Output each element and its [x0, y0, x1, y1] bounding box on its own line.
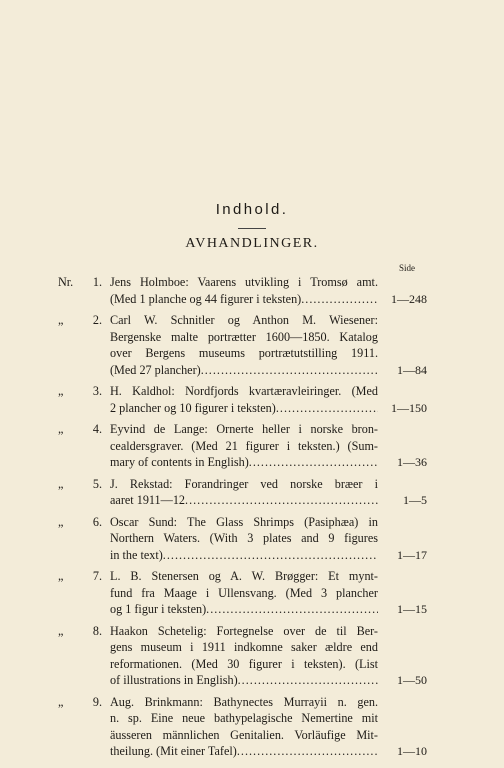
dot-leader	[238, 672, 378, 689]
entry-line	[110, 743, 378, 760]
entry-line-text: 2 plancher og 10 figurer i teksten)	[110, 400, 276, 415]
entry-line-text: in the text)	[110, 547, 163, 562]
dot-leader	[237, 743, 378, 760]
entry-line	[110, 362, 378, 379]
entry-line	[110, 400, 378, 417]
entry-line-text: (Med 27 plancher)	[110, 362, 201, 377]
entry-pages: 1—50	[397, 673, 427, 687]
entry-number: 5.	[92, 476, 102, 491]
entry-number: 1.	[92, 275, 102, 289]
entry-line: n. sp. Eine neue bathypelagische Nemertine mit	[110, 711, 378, 725]
page-column-label: Side	[399, 263, 416, 273]
entry-line: fund fra Maage i Ullensvang. (Med 3 plancher	[110, 585, 378, 600]
entry-pages: 1—150	[391, 400, 427, 415]
entry-prefix: „	[58, 384, 64, 398]
entry-prefix: „	[58, 694, 64, 709]
entry-line: Haakon Schetelig: Fortegnelse over de til Ber-	[110, 623, 378, 638]
entry-line: Northern Waters. (With 3 plates and 9 figures	[110, 531, 378, 545]
dot-leader	[206, 601, 378, 618]
toc-entry	[0, 694, 504, 760]
toc-entry	[0, 312, 504, 378]
entry-line-text: of illustrations in English)	[110, 673, 238, 687]
entry-number: 9.	[92, 694, 102, 709]
entry-line: J. Rekstad: Forandringer ved norske bræer i	[110, 476, 378, 491]
toc-entry	[0, 421, 504, 471]
entry-line-text: mary of contents in English)	[110, 455, 249, 469]
entry-prefix: „	[58, 514, 64, 529]
toc-entry	[0, 383, 504, 416]
entry-pages: 1—248	[391, 291, 427, 306]
entry-line: Oscar Sund: The Glass Shrimps (Pasiphæa) in	[110, 514, 378, 529]
entry-pages: 1—15	[397, 602, 427, 616]
entry-line: cealdersgraver. (Med 21 figurer i teksten.) (Sum-	[110, 438, 378, 453]
toc-entry	[0, 274, 504, 307]
entry-number: 4.	[92, 422, 102, 436]
entry-prefix: „	[58, 476, 64, 491]
dot-leader	[163, 547, 378, 564]
entry-pages: 1—5	[403, 493, 427, 507]
entry-pages: 1—36	[397, 455, 427, 469]
entry-line: Eyvind de Lange: Ornerte heller i norske bron-	[110, 422, 378, 436]
table-of-contents	[0, 274, 504, 765]
entry-line: äusseren männlichen Genitalien. Vorläufige Mit-	[110, 727, 378, 742]
dot-leader	[249, 454, 378, 471]
page-title: Indhold.	[215, 201, 289, 218]
entry-line: Jens Holmboe: Vaarens utvikling i Tromsø amt.	[110, 275, 378, 289]
dot-leader	[301, 291, 378, 308]
entry-pages: 1—17	[397, 547, 427, 562]
section-heading: AVHANDLINGER.	[185, 236, 319, 251]
dot-leader	[276, 400, 378, 417]
toc-entry	[0, 476, 504, 509]
entry-line-text: (Med 1 planche og 44 figurer i teksten)	[110, 291, 302, 306]
entry-line	[110, 547, 378, 564]
entry-number: 3.	[92, 384, 102, 398]
toc-entry	[0, 623, 504, 689]
entry-line: L. B. Stenersen og A. W. Brøgger: Et mynt-	[110, 569, 378, 583]
entry-prefix: „	[58, 422, 64, 436]
entry-number: 8.	[92, 623, 102, 638]
entry-prefix: „	[58, 569, 64, 583]
entry-line: Aug. Brinkmann: Bathynectes Murrayii n. gen.	[110, 694, 378, 709]
entry-prefix: „	[58, 313, 64, 327]
entry-pages: 1—84	[397, 362, 427, 377]
entry-number: 2.	[92, 313, 102, 327]
entry-line-text: aaret 1911—12	[110, 493, 186, 507]
toc-entry	[0, 568, 504, 618]
entry-pages: 1—10	[397, 744, 427, 758]
entry-line: Bergenske malte portrætter 1600—1850. Katalog	[110, 329, 378, 344]
entry-line: gens museum i 1911 indkomne saker ældre end	[110, 640, 378, 654]
entry-line: Carl W. Schnitler og Anthon M. Wiesener:	[110, 313, 378, 327]
entry-line: over Bergens museums portrætutstilling 1911.	[110, 346, 378, 360]
entry-line: reformationen. (Med 30 figurer i teksten). (List	[110, 656, 378, 671]
title-rule	[238, 228, 266, 229]
entry-line-text: og 1 figur i teksten)	[110, 602, 207, 616]
dot-leader	[185, 492, 378, 509]
entry-line	[110, 672, 378, 689]
entry-line	[110, 492, 378, 509]
entry-line	[110, 601, 378, 618]
toc-entry	[0, 514, 504, 564]
entry-prefix: „	[58, 623, 64, 638]
dot-leader	[201, 362, 378, 379]
entry-number: 6.	[92, 514, 102, 529]
entry-line	[110, 291, 378, 308]
entry-line-text: theilung. (Mit einer Tafel)	[110, 744, 237, 758]
entry-prefix: Nr.	[58, 275, 74, 289]
entry-line: H. Kaldhol: Nordfjords kvartæravleiringer. (Med	[110, 384, 378, 398]
entry-line	[110, 454, 378, 471]
entry-number: 7.	[92, 569, 102, 583]
